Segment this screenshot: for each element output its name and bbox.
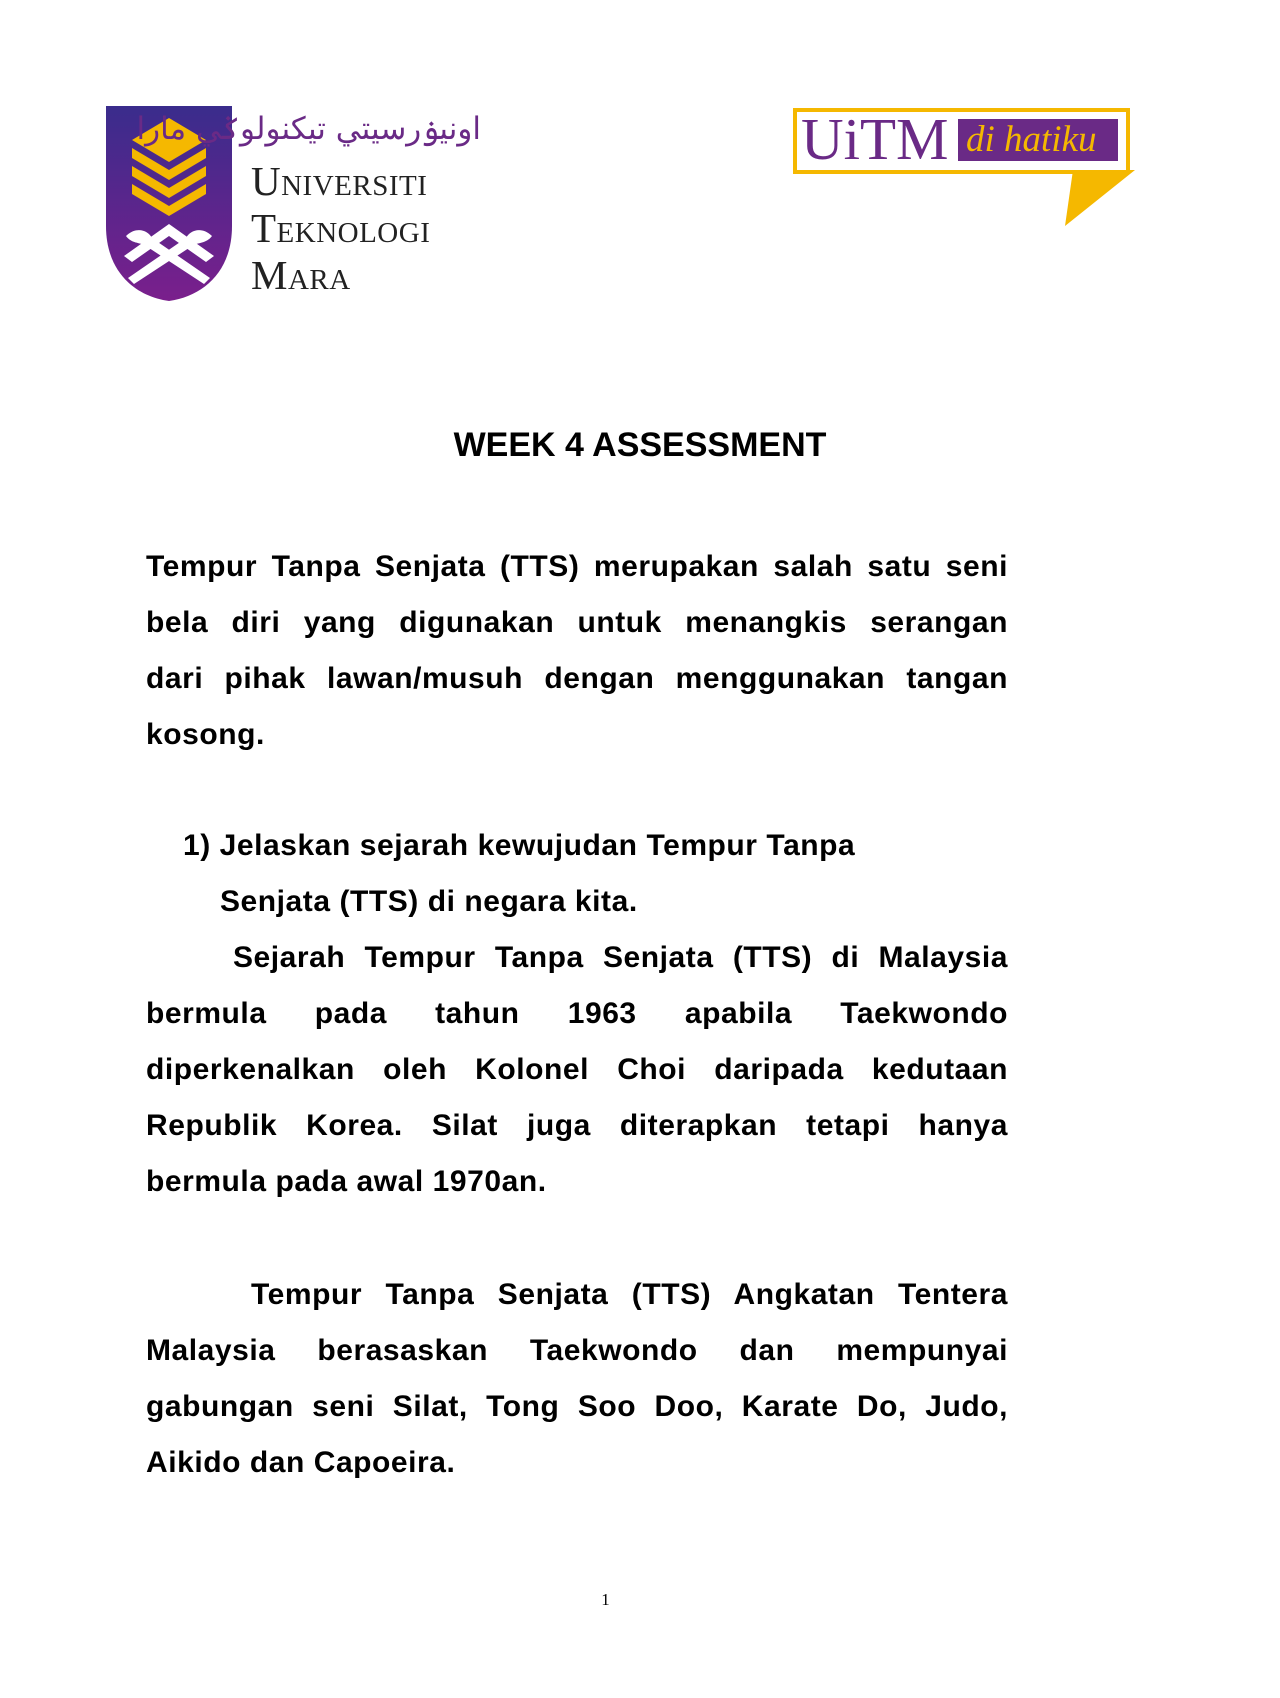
intro-line: Tempur Tanpa Senjata (TTS) merupakan salah satu seni	[146, 550, 1008, 583]
answer-line: Sejarah Tempur Tanpa Senjata (TTS) di Malaysia	[233, 941, 1008, 974]
question-number: 1)	[183, 829, 211, 862]
document-title: WEEK 4 ASSESSMENT	[453, 426, 827, 464]
question-line-1	[183, 818, 1008, 874]
intro-line: kosong.	[146, 718, 265, 751]
answer-line: Tempur Tanpa Senjata (TTS) Angkatan Tentera	[251, 1278, 1008, 1311]
university-logo	[106, 106, 481, 301]
answer-line: bermula pada awal 1970an.	[146, 1165, 547, 1198]
answer-line: Aikido dan Capoeira.	[146, 1446, 456, 1479]
campaign-logo-tag	[958, 119, 1118, 161]
campaign-logo	[793, 108, 1138, 226]
answer-line: Republik Korea. Silat juga diterapkan tetapi hanya	[146, 1109, 1008, 1142]
campaign-logo-brand: UiTM	[801, 106, 949, 172]
question-word: kewujudan	[477, 829, 638, 862]
university-name-line-3: Mara	[251, 252, 351, 298]
university-name-jawi: اونيۏرسيتي تيكنولوݢي مارا	[136, 111, 481, 147]
university-name-line-2: Teknologi	[251, 205, 431, 251]
intro-line: dari pihak lawan/musuh dengan menggunakan tangan	[146, 662, 1008, 695]
question-1	[183, 818, 1008, 930]
answer-line: gabungan seni Silat, Tong Soo Doo, Karate Do, Judo,	[146, 1390, 1008, 1423]
campaign-logo-tagline: di hatiku	[966, 119, 1097, 160]
question-line-2: Senjata (TTS) di negara kita.	[220, 885, 638, 918]
university-name-line-1: Universiti	[251, 158, 428, 204]
question-word: Tanpa	[766, 829, 856, 862]
question-word: sejarah	[359, 829, 469, 862]
answer-line: Malaysia berasaskan Taekwondo dan mempunyai	[146, 1334, 1008, 1367]
university-wordmark	[136, 106, 481, 301]
question-word: Tempur	[646, 829, 758, 862]
question-word: Jelaskan	[219, 829, 351, 862]
answer-paragraph-1	[146, 930, 1008, 1210]
answer-line: bermula pada tahun 1963 apabila Taekwondo	[146, 997, 1008, 1030]
answer-paragraph-2	[146, 1267, 1008, 1491]
intro-line: bela diri yang digunakan untuk menangkis serangan	[146, 606, 1008, 639]
intro-paragraph	[146, 539, 1008, 763]
speech-bubble-tail-icon	[1065, 170, 1135, 226]
answer-line: diperkenalkan oleh Kolonel Choi daripada kedutaan	[146, 1053, 1008, 1086]
page-number: 1	[601, 1590, 610, 1609]
